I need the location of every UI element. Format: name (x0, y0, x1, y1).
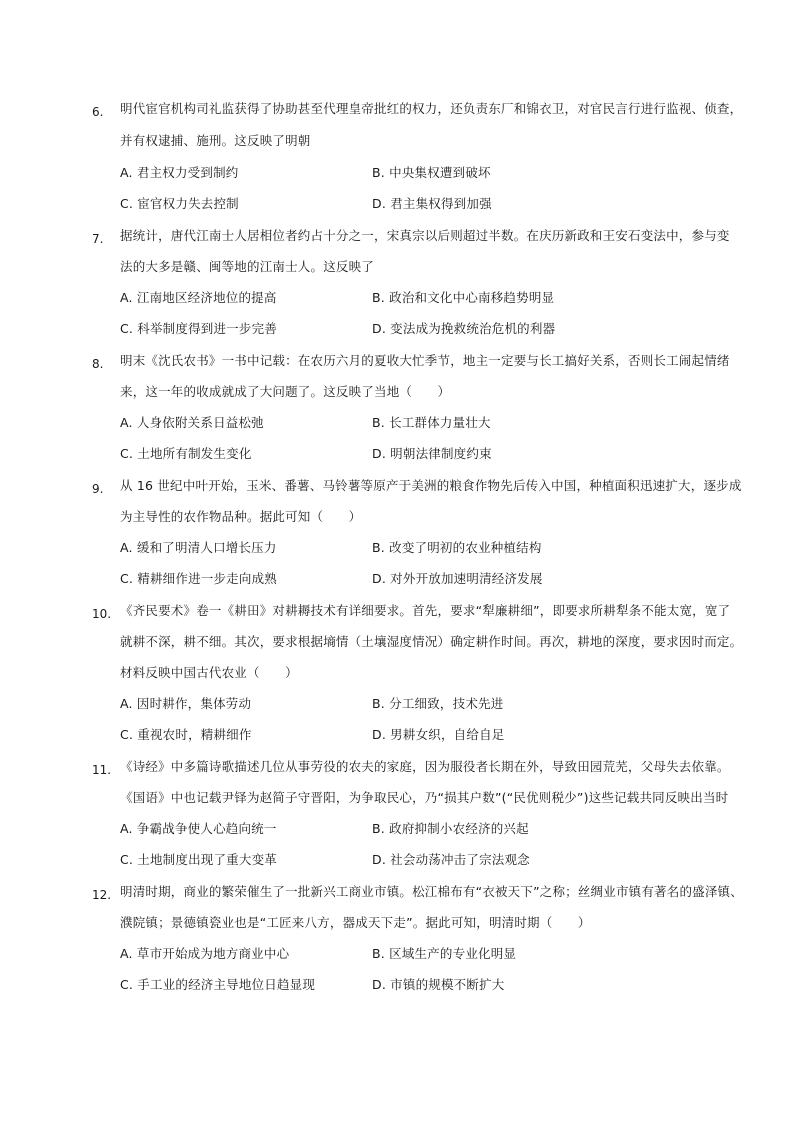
question-stem-line: 来，这一年的收成就成了大问题了。这反映了当地（ ） (120, 384, 451, 399)
option-a[interactable]: A. 缓和了明清人口增长压力 (120, 540, 277, 555)
question-number: 10. (92, 607, 112, 621)
question-stem-line: 《国语》中也记载尹铎为赵简子守晋阳，为争取民心，乃“损其户数”(“民优则税少”)这些记载共同反映出当时 (120, 790, 729, 805)
question-stem-line: 明末《沈氏农书》一书中记载：在农历六月的夏收大忙季节，地主一定要与长工搞好关系，否则长工闹起情绪 (120, 353, 730, 368)
question-stem-line: 从 16 世纪中叶开始，玉米、番薯、马铃薯等原产于美洲的粮食作物先后传入中国，种植面积迅速扩大，逐步成 (120, 478, 742, 493)
option-a[interactable]: A. 草市开始成为地方商业中心 (120, 946, 290, 961)
option-a[interactable]: A. 江南地区经济地位的提高 (120, 290, 277, 305)
option-a[interactable]: A. 人身依附关系日益松弛 (120, 415, 264, 430)
option-b[interactable]: B. 分工细致，技术先进 (372, 696, 504, 711)
question-number: 11. (92, 763, 112, 777)
question-stem-line: 《诗经》中多篇诗歌描述几位从事劳役的农夫的家庭，因为服役者长期在外，导致田园荒芜，父母失去依靠。 (120, 759, 730, 774)
question-number: 6. (92, 105, 104, 119)
option-d[interactable]: D. 社会动荡冲击了宗法观念 (372, 852, 530, 867)
option-c[interactable]: C. 宦官权力失去控制 (120, 196, 239, 211)
option-b[interactable]: B. 区域生产的专业化明显 (372, 946, 517, 961)
option-a[interactable]: A. 因时耕作，集体劳动 (120, 696, 252, 711)
question-stem-line: 法的大多是赣、闽等地的江南士人。这反映了 (120, 259, 375, 274)
option-a[interactable]: A. 争霸战争使人心趋向统一 (120, 821, 277, 836)
question-stem-line: 明清时期，商业的繁荣催生了一批新兴工商业市镇。松江棉布有“衣被天下”之称；丝绸业市镇有著名的盛泽镇、 (120, 884, 743, 899)
option-c[interactable]: C. 重视农时，精耕细作 (120, 727, 252, 742)
option-d[interactable]: D. 市镇的规模不断扩大 (372, 977, 505, 992)
question-stem-line: 据统计，唐代江南士人居相位者约占十分之一，宋真宗以后则超过半数。在庆历新政和王安石变法中，参与变 (120, 228, 730, 243)
question-stem-line: 材料反映中国古代农业（ ） (120, 665, 298, 680)
option-b[interactable]: B. 长工群体力量壮大 (372, 415, 491, 430)
option-c[interactable]: C. 土地所有制发生变化 (120, 446, 252, 461)
option-d[interactable]: D. 明朝法律制度约束 (372, 446, 492, 461)
question-stem-line: 明代宦官机构司礼监获得了协助甚至代理皇帝批红的权力，还负责东厂和锦衣卫，对官民言行进行监视、侦查， (120, 101, 743, 116)
question-number: 8. (92, 357, 104, 371)
question-number: 7. (92, 232, 104, 246)
option-d[interactable]: D. 对外开放加速明清经济发展 (372, 571, 543, 586)
option-b[interactable]: B. 政府抑制小农经济的兴起 (372, 821, 529, 836)
option-c[interactable]: C. 土地制度出现了重大变革 (120, 852, 277, 867)
option-a[interactable]: A. 君主权力受到制约 (120, 165, 239, 180)
question-number: 9. (92, 482, 104, 496)
option-c[interactable]: C. 精耕细作进一步走向成熟 (120, 571, 277, 586)
question-stem-line: 《齐民要术》卷一《耕田》对耕耨技术有详细要求。首先，要求“犁廉耕细”，即要求所耕犁条不能太宽，宽了 (120, 603, 731, 618)
option-d[interactable]: D. 君主集权得到加强 (372, 196, 492, 211)
option-b[interactable]: B. 改变了明初的农业种植结构 (372, 540, 542, 555)
option-b[interactable]: B. 中央集权遭到破坏 (372, 165, 491, 180)
question-stem-line: 就耕不深，耕不细。其次，要求根据墒情（土壤湿度情况）确定耕作时间。再次，耕地的深度，要求因时而定。 (120, 634, 743, 649)
option-b[interactable]: B. 政治和文化中心南移趋势明显 (372, 290, 555, 305)
option-c[interactable]: C. 手工业的经济主导地位日趋显现 (120, 977, 316, 992)
question-number: 12. (92, 888, 112, 902)
question-stem-line: 并有权逮捕、施刑。这反映了明朝 (120, 133, 311, 148)
option-c[interactable]: C. 科举制度得到进一步完善 (120, 321, 277, 336)
option-d[interactable]: D. 变法成为挽救统治危机的利器 (372, 321, 556, 336)
question-stem-line: 濮院镇；景德镇瓷业也是“工匠来八方，器成天下走”。据此可知，明清时期（ ） (120, 915, 591, 930)
question-stem-line: 为主导性的农作物品种。据此可知（ ） (120, 509, 362, 524)
option-d[interactable]: D. 男耕女织，自给自足 (372, 727, 505, 742)
